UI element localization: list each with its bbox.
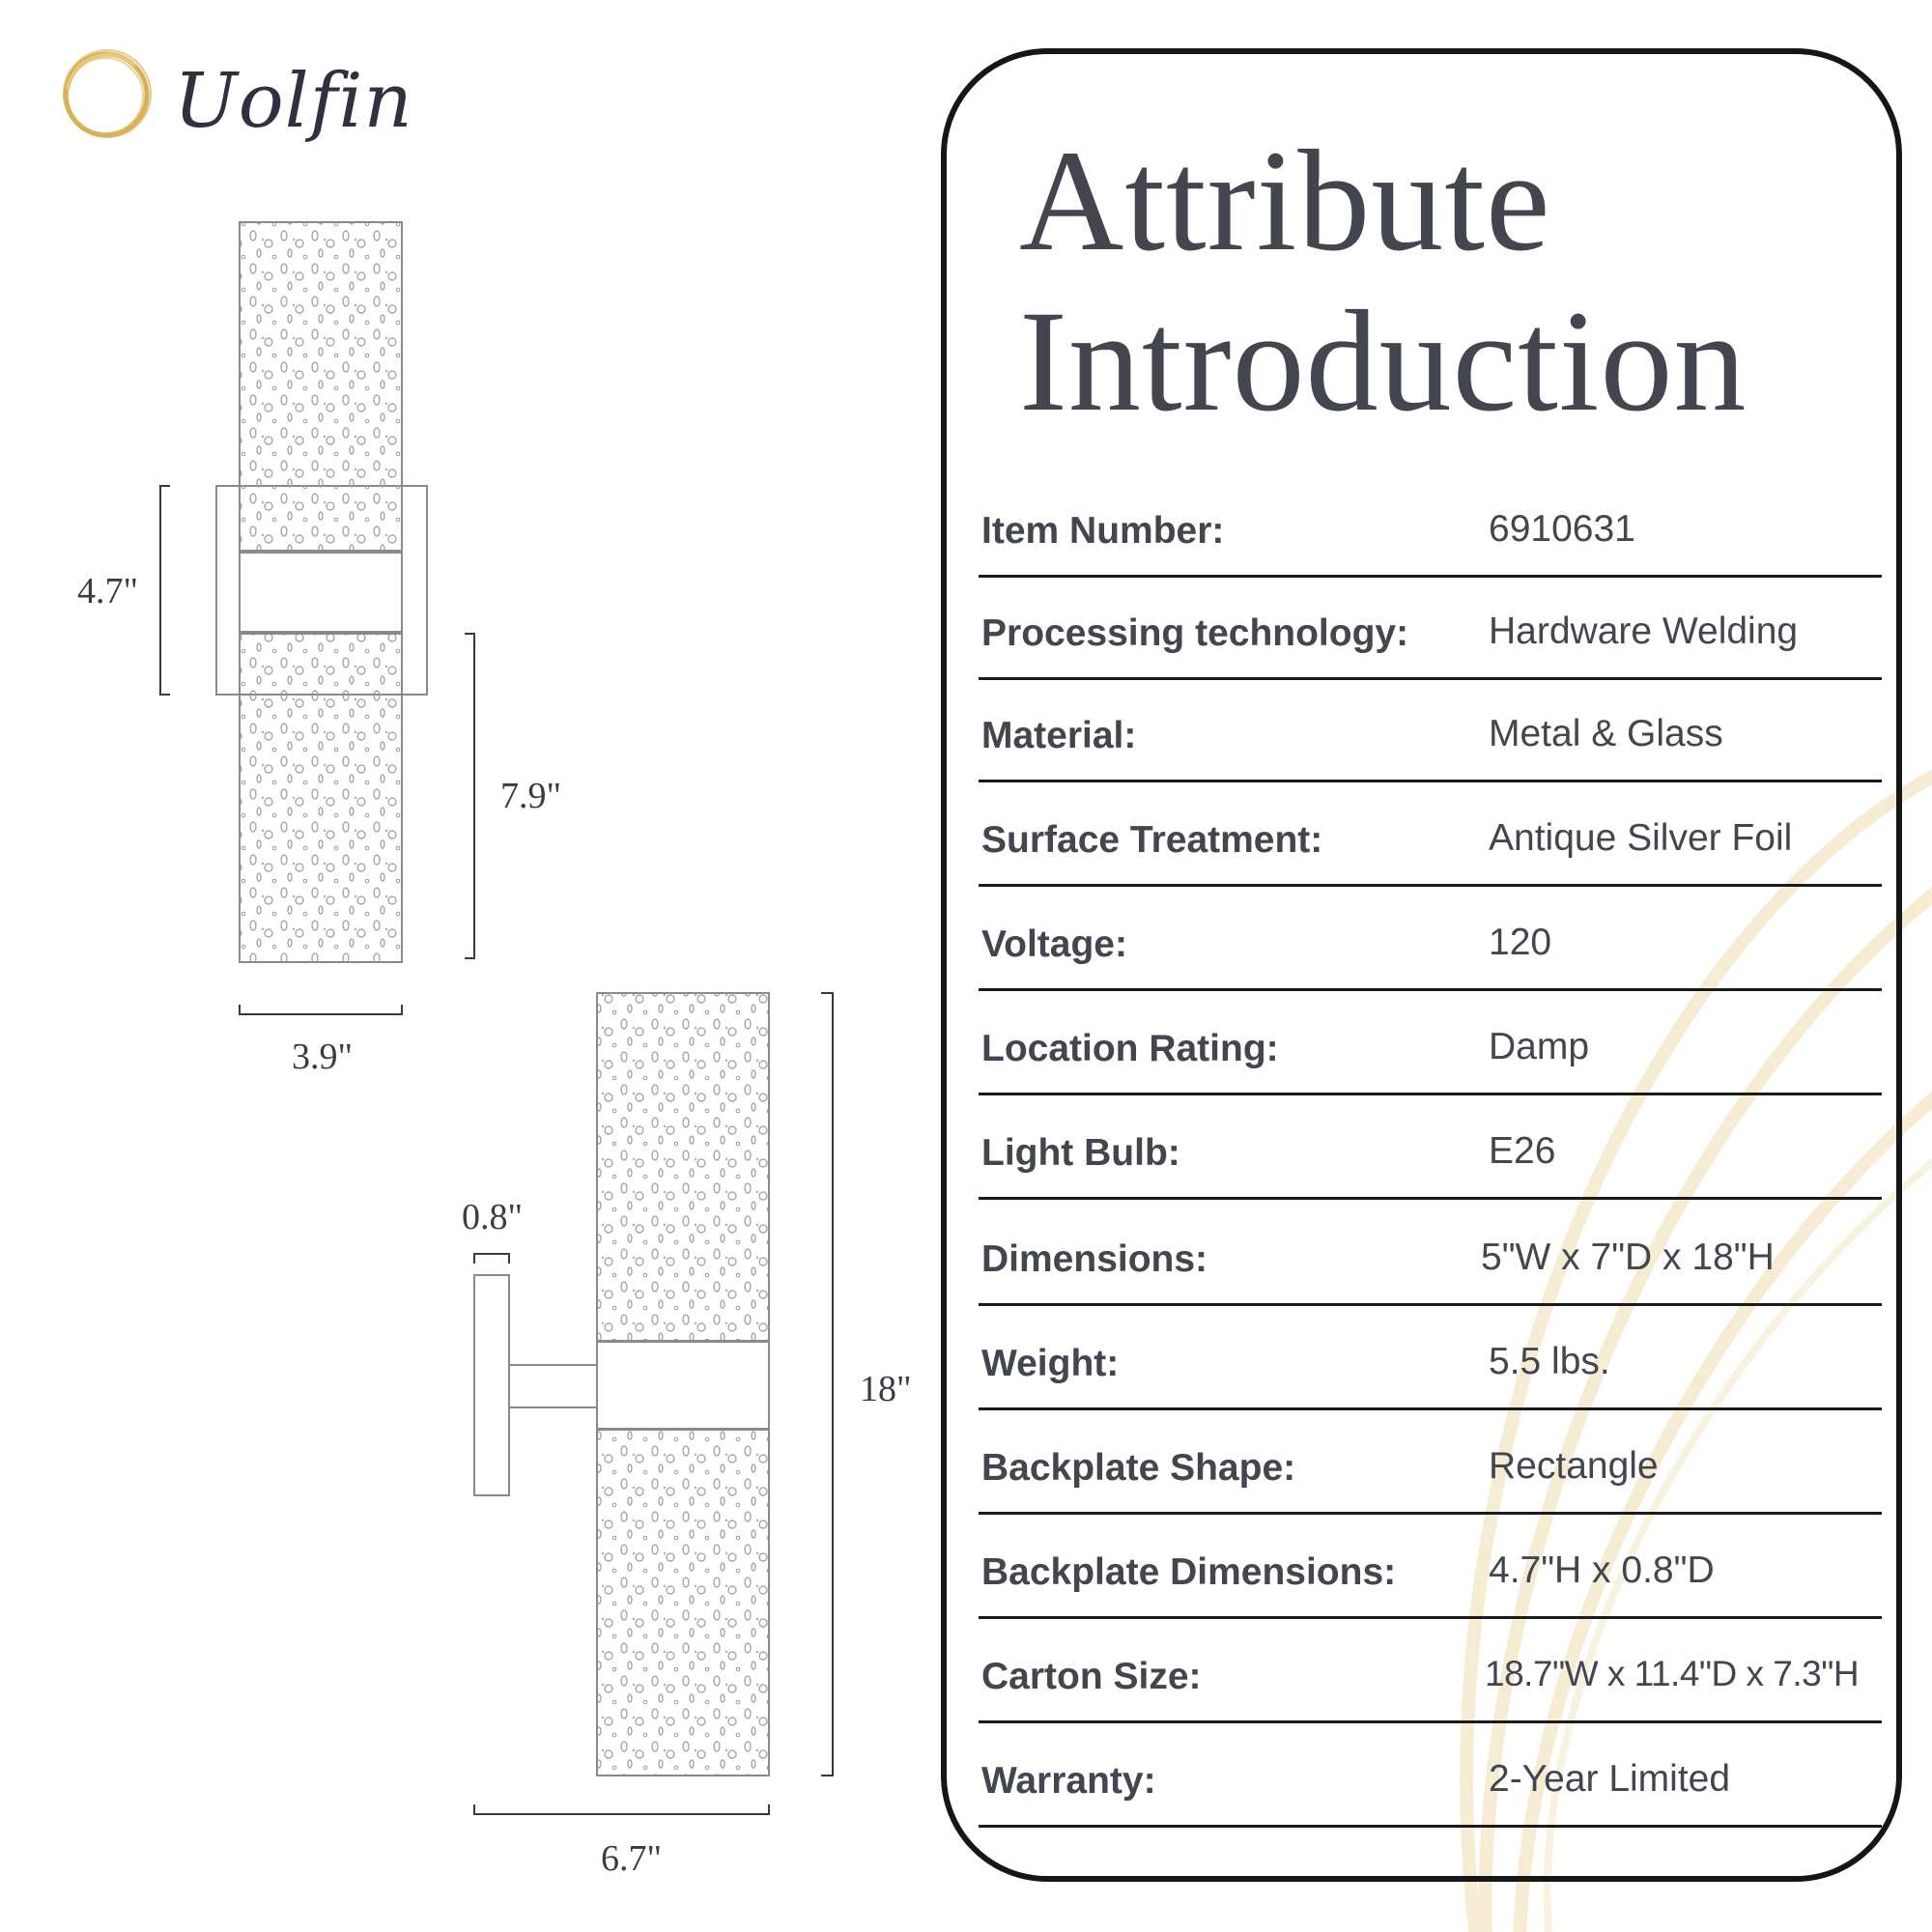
dim-backplate-depth: 0.8" (462, 1197, 524, 1237)
attribute-value: Metal & Glass (1489, 713, 1723, 754)
attribute-value: Hardware Welding (1489, 611, 1799, 652)
card-title (1019, 121, 1869, 441)
attribute-value: 5.5 lbs. (1489, 1341, 1610, 1382)
attribute-label: Voltage: (981, 923, 1127, 965)
attribute-value: E26 (1489, 1130, 1556, 1172)
attribute-row (979, 889, 1882, 991)
attribute-label: Warranty: (981, 1760, 1156, 1802)
title-line-2: Introduction (1019, 281, 1747, 441)
attribute-row (979, 1412, 1882, 1515)
attribute-row (979, 475, 1882, 578)
attribute-row (979, 1517, 1882, 1619)
title-line-1: Attribute (1019, 121, 1551, 281)
attribute-value: 18.7"W x 11.4"D x 7.3"H (1485, 1654, 1860, 1693)
attribute-label: Dimensions: (981, 1238, 1208, 1280)
dim-depth: 6.7" (601, 1838, 663, 1879)
attribute-label: Location Rating: (981, 1028, 1279, 1069)
dim-width: 3.9" (292, 1037, 354, 1077)
attribute-value: Damp (1489, 1026, 1590, 1067)
attribute-value: Antique Silver Foil (1489, 817, 1793, 859)
attribute-row (979, 1621, 1882, 1723)
dim-backplate-height: 4.7" (77, 571, 139, 611)
attribute-row (979, 1204, 1882, 1306)
attribute-row (979, 1097, 1882, 1200)
attribute-row (979, 1308, 1882, 1410)
attribute-row (979, 680, 1882, 782)
dim-shade-height: 7.9" (500, 776, 562, 816)
brand-logo-text: Uolfin (174, 58, 413, 145)
attribute-label: Backplate Dimensions: (981, 1551, 1397, 1593)
attribute-label: Carton Size: (981, 1656, 1202, 1697)
side-view-drawing (0, 0, 927, 1932)
attribute-label: Weight: (981, 1343, 1120, 1384)
attribute-label: Processing technology: (981, 612, 1409, 654)
attribute-label: Material: (981, 715, 1137, 756)
attribute-value: Rectangle (1489, 1445, 1659, 1487)
attribute-row (979, 1725, 1882, 1828)
attribute-row (979, 784, 1882, 887)
attribute-value: 120 (1489, 922, 1552, 963)
dim-total-height: 18" (860, 1369, 912, 1409)
attribute-label: Surface Treatment: (981, 819, 1323, 861)
attribute-row (979, 578, 1882, 680)
attribute-label: Item Number: (981, 510, 1225, 552)
attribute-value: 6910631 (1489, 508, 1635, 550)
attribute-value: 2-Year Limited (1489, 1758, 1731, 1800)
attribute-value: 4.7"H x 0.8"D (1489, 1549, 1715, 1591)
attribute-row (979, 993, 1882, 1095)
attribute-label: Light Bulb: (981, 1132, 1180, 1174)
attribute-value: 5"W x 7"D x 18"H (1481, 1236, 1775, 1278)
attribute-label: Backplate Shape: (981, 1447, 1296, 1489)
